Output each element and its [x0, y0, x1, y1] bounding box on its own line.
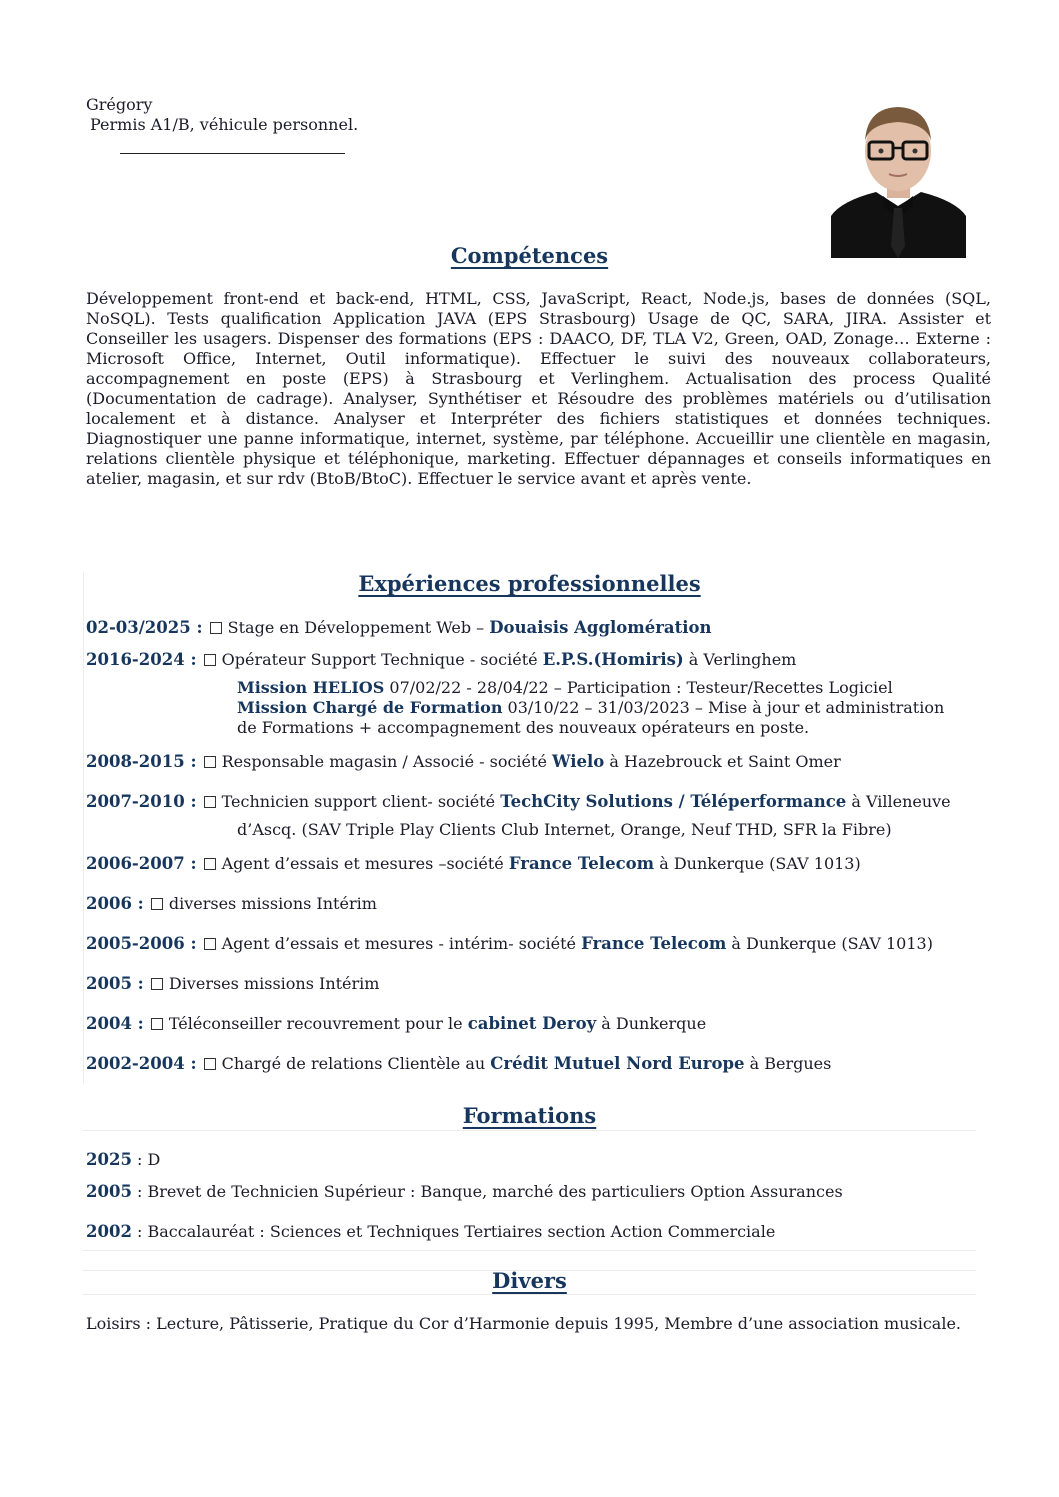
divers-heading: Divers: [492, 1268, 567, 1293]
formations-divider: [83, 1130, 976, 1131]
divers-divider: [83, 1294, 976, 1295]
experience-item: 2004 : Téléconseiller recouvrement pour le cabinet Deroy à Dunkerque: [86, 1014, 707, 1033]
checkbox-icon: [151, 898, 163, 910]
header-divider: [120, 153, 345, 154]
experience-border: [83, 572, 84, 1084]
driving-license: Permis A1/B, véhicule personnel.: [90, 115, 359, 134]
profile-photo: [831, 96, 966, 258]
candidate-name: Grégory: [86, 95, 153, 114]
checkbox-icon: [204, 654, 216, 666]
checkbox-icon: [204, 796, 216, 808]
experience-item: 2006 : diverses missions Intérim: [86, 894, 377, 913]
checkbox-icon: [210, 622, 222, 634]
checkbox-icon: [151, 1018, 163, 1030]
checkbox-icon: [204, 756, 216, 768]
loisirs-text: Loisirs : Lecture, Pâtisserie, Pratique du Cor d’Harmonie depuis 1995, Membre d’une association musicale.: [86, 1314, 962, 1333]
competences-text: Développement front-end et back-end, HTML, CSS, JavaScript, React, Node.js, bases de données (SQL, NoSQL). Tests qualification Application JAVA (EPS Strasbourg) Usage de QC, SARA, JIRA. Assister et Conseiller les usagers. Dispenser des formations (EPS : DAACO, DF, TLA V2, Green, OAD, Zonage… Externe : Microsoft Office, Internet, Outil informatique). Effectuer le suivi des nouveaux collaborateurs, accompagnement en poste (EPS) à Strasbourg et Verlinghem. Actualisation des process Qualité (Documentation de cadrage). Analyser, Synthétiser et Résoudre des problèmes matériels ou d’utilisation localement et à distance. Analyser et Interpréter des fichiers statistiques et données techniques. Diagnostiquer une panne informatique, internet, système, par téléphone. Accueillir une clientèle en magasin, relations clientèle physique et téléphonique, marketing. Effectuer dépannages et conseils informatiques en atelier, magasin, et sur rdv (BtoB/BtoC). Effectuer le service avant et après vente.: [86, 289, 991, 488]
experience-item: 2016-2024 : Opérateur Support Technique - société E.P.S.(Homiris) à Verlinghem: [86, 650, 797, 669]
formation-item: 2005 : Brevet de Technicien Supérieur : Banque, marché des particuliers Option Assurances: [86, 1182, 843, 1201]
experiences-heading: Expériences professionnelles: [358, 571, 701, 596]
formations-bottom-divider: [83, 1250, 976, 1251]
competences-heading: Compétences: [450, 243, 609, 268]
techcity-continuation: d’Ascq. (SAV Triple Play Clients Club Internet, Orange, Neuf THD, SFR la Fibre): [237, 820, 892, 839]
checkbox-icon: [204, 858, 216, 870]
experience-item: 2006-2007 : Agent d’essais et mesures –société France Telecom à Dunkerque (SAV 1013): [86, 854, 861, 873]
formation-item: 2002 : Baccalauréat : Sciences et Techniques Tertiaires section Action Commerciale: [86, 1222, 776, 1241]
mission-helios: Mission HELIOS 07/02/22 - 28/04/22 – Participation : Testeur/Recettes Logiciel: [237, 678, 893, 697]
experience-item: 2002-2004 : Chargé de relations Clientèle au Crédit Mutuel Nord Europe à Bergues: [86, 1054, 832, 1073]
checkbox-icon: [204, 1058, 216, 1070]
formations-heading: Formations: [462, 1103, 597, 1128]
mission-formation: Mission Chargé de Formation 03/10/22 – 31/03/2023 – Mise à jour et administration: [237, 698, 945, 717]
formation-item: 2025 : D: [86, 1150, 161, 1169]
experience-item: 02-03/2025 : Stage en Développement Web – Douaisis Agglomération: [86, 618, 712, 637]
experience-item: 2008-2015 : Responsable magasin / Associé - société Wielo à Hazebrouck et Saint Omer: [86, 752, 841, 771]
checkbox-icon: [151, 978, 163, 990]
experience-item: 2005 : Diverses missions Intérim: [86, 974, 380, 993]
checkbox-icon: [204, 938, 216, 950]
mission-formation-cont: de Formations + accompagnement des nouveaux opérateurs en poste.: [237, 718, 810, 737]
experience-item: 2007-2010 : Technicien support client- société TechCity Solutions / Téléperformance à Villeneuve: [86, 792, 951, 811]
experience-item: 2005-2006 : Agent d’essais et mesures - intérim- société France Telecom à Dunkerque (SAV 1013): [86, 934, 933, 953]
